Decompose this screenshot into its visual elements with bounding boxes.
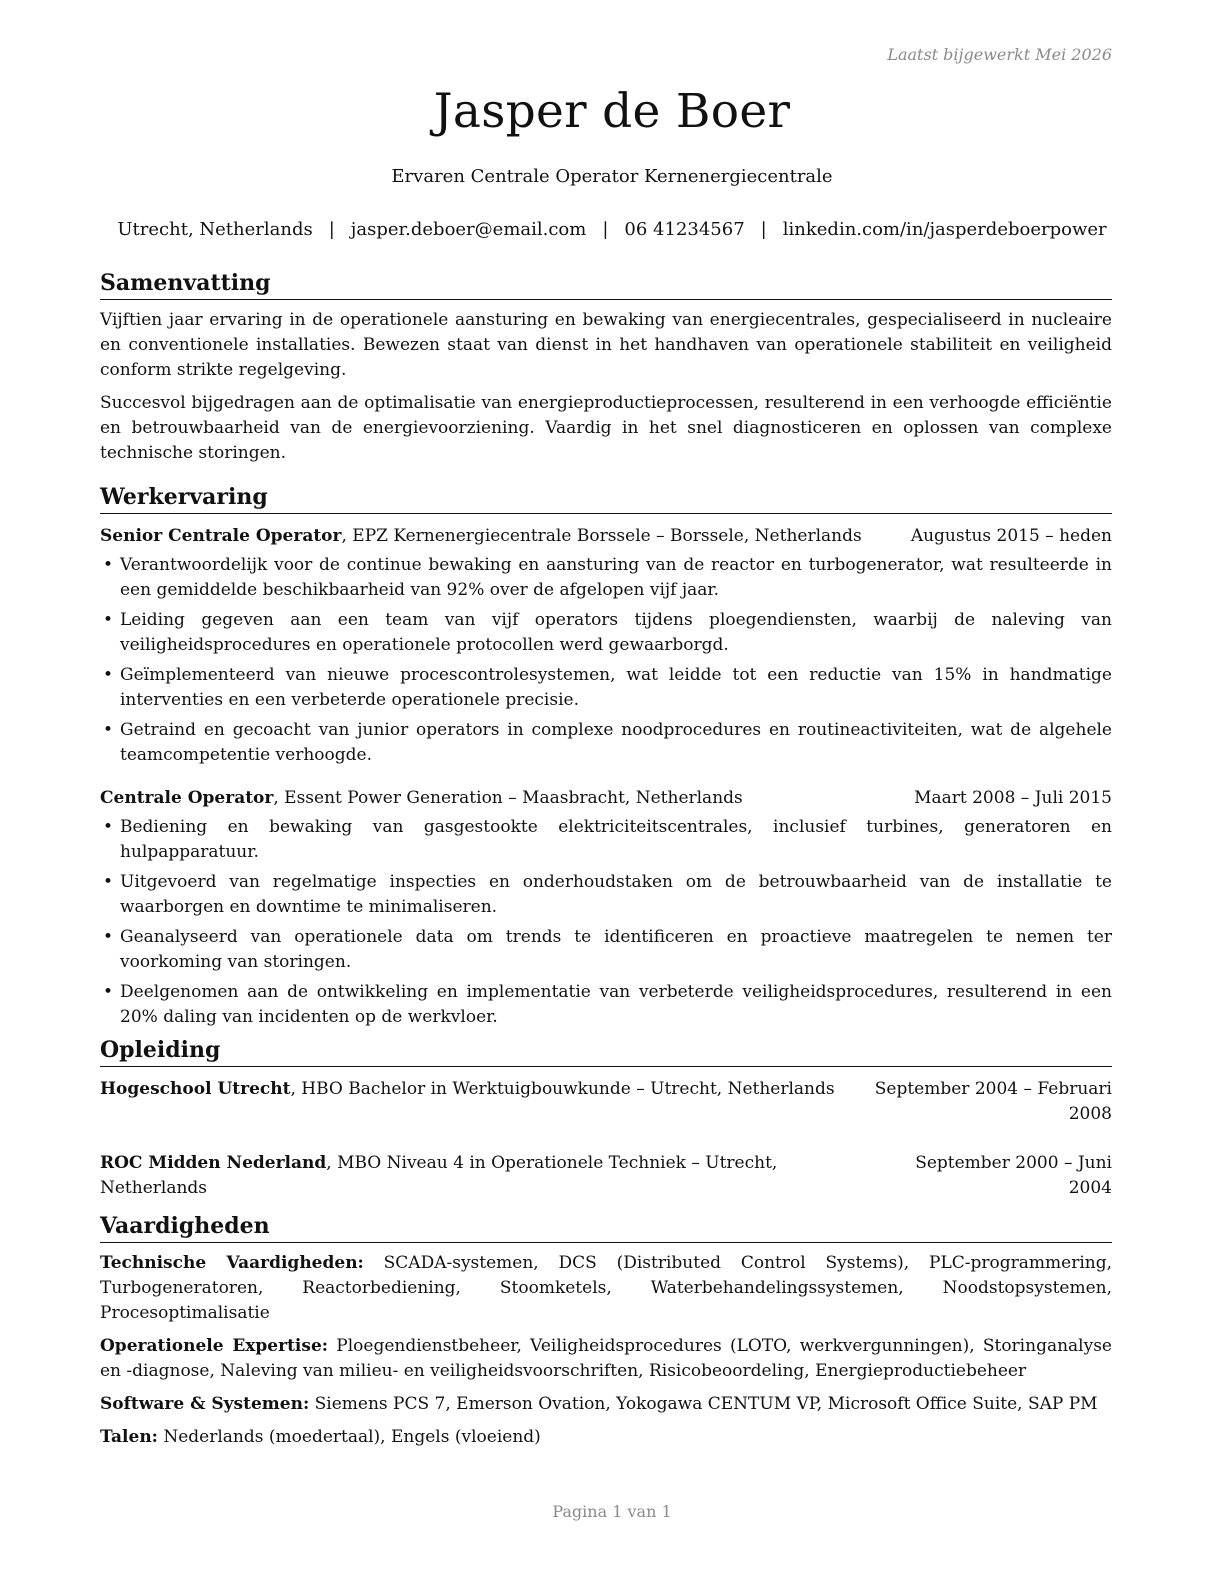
experience-section (100, 482, 1112, 1030)
section-title-skills: Vaardigheden (100, 1211, 1112, 1243)
candidate-subtitle: Ervaren Centrale Operator Kernenergiecentrale (391, 166, 833, 187)
education-school: ROC Midden Nederland (100, 1153, 327, 1173)
skill-text: Siemens PCS 7, Emerson Ovation, Yokogawa CENTUM VP, Microsoft Office Suite, SAP PM (314, 1394, 1098, 1414)
education-detail: , MBO Niveau 4 in Operationele Techniek – Utrecht, Netherlands (100, 1153, 778, 1198)
skill-text: Nederlands (moedertaal), Engels (vloeiend) (163, 1427, 541, 1447)
summary-paragraph: Vijftien jaar ervaring in de operationele aansturing en bewaking van energiecentrales, gespecialiseerd in nucleaire en conventionele installaties. Bewezen staat van dienst in het handhaven van operationele stabiliteit en veiligheid conform strikte regelgeving. (100, 310, 1112, 380)
section-title-experience: Werkervaring (100, 482, 1112, 514)
job-bullet: • Geïmplementeerd van nieuwe procescontrolesystemen, wat leidde tot een reductie van 15% in handmatige interventies en een verbeterde operationele precisie. (100, 663, 1112, 713)
job-title-line (100, 524, 862, 549)
job-title-line (100, 786, 743, 811)
last-updated: Laatst bijgewerkt Mei 2026 (887, 45, 1112, 64)
contact-email[interactable]: jasper.deboer@email.com (350, 219, 587, 240)
education-period: September 2000 – Juni 2004 (915, 1153, 1112, 1198)
skill-label: Talen: (100, 1427, 158, 1447)
job-bullets (100, 553, 1112, 768)
job-bullet: • Uitgevoerd van regelmatige inspecties en onderhoudstaken om de betrouwbaarheid van de installatie te waarborgen en downtime te minimaliseren. (100, 870, 1112, 920)
skill-row (100, 1425, 1112, 1450)
contact-phone: 06 41234567 (624, 219, 745, 240)
contact-separator: | (760, 219, 767, 240)
job-role: Senior Centrale Operator (100, 526, 342, 546)
job-bullet: • Deelgenomen aan de ontwikkeling en implementatie van verbeterde veiligheidsprocedures, resulterend in een 20% daling van incidenten op de werkvloer. (100, 980, 1112, 1030)
job-period: Maart 2008 – Juli 2015 (914, 788, 1112, 808)
job-entry (100, 524, 1112, 768)
job-bullet: • Geanalyseerd van operationele data om trends te identificeren en proactieve maatregelen te nemen ter voorkoming van storingen. (100, 925, 1112, 975)
education-section (100, 1035, 1112, 1201)
skill-text: SCADA-systemen, DCS (Distributed Control Systems), PLC-programmering, Turbogeneratoren, Reactorbediening, Stoomketels, Waterbehandelingssystemen, Noodstopsystemen, Procesoptimalisatie (100, 1253, 1112, 1323)
education-school: Hogeschool Utrecht (100, 1079, 291, 1099)
job-bullet: • Getraind en gecoacht van junior operators in complexe noodprocedures en routineactiviteiten, wat de algehele teamcompetentie verhoogde. (100, 718, 1112, 768)
education-title-line (100, 1077, 872, 1127)
job-employer: , Essent Power Generation – Maasbracht, Netherlands (273, 788, 743, 808)
job-employer: , EPZ Kernenergiecentrale Borssele – Borssele, Netherlands (341, 526, 862, 546)
contact-separator: | (328, 219, 335, 240)
job-header (100, 786, 1112, 811)
education-entry (100, 1151, 1112, 1201)
skill-label: Software & Systemen: (100, 1394, 310, 1414)
section-title-education: Opleiding (100, 1035, 1112, 1067)
job-period: Augustus 2015 – heden (910, 526, 1112, 546)
education-period: September 2004 – Februari 2008 (874, 1079, 1112, 1124)
contact-location: Utrecht, Netherlands (117, 219, 313, 240)
job-bullets (100, 815, 1112, 1030)
education-detail: , HBO Bachelor in Werktuigbouwkunde – Utrecht, Netherlands (290, 1079, 835, 1099)
resume-content (100, 268, 1112, 1450)
job-bullet: • Leiding gegeven aan een team van vijf operators tijdens ploegendiensten, waarbij de naleving van veiligheidsprocedures en operationele protocollen werd gewaarborgd. (100, 608, 1112, 658)
job-entry (100, 786, 1112, 1030)
section-title-summary: Samenvatting (100, 268, 1112, 300)
skill-row (100, 1251, 1112, 1326)
skill-label: Technische Vaardigheden: (100, 1253, 364, 1273)
skill-text: Ploegendienstbeheer, Veiligheidsprocedures (LOTO, werkvergunningen), Storinganalyse en -diagnose, Naleving van milieu- en veiligheidsvoorschriften, Risicobeoordeling, Energieproductiebeheer (100, 1336, 1112, 1381)
skills-section (100, 1211, 1112, 1450)
job-bullet: • Verantwoordelijk voor de continue bewaking en aansturing van de reactor en turbogenerator, wat resulteerde in een gemiddelde beschikbaarheid van 92% over de afgelopen vijf jaar. (100, 553, 1112, 603)
contact-linkedin[interactable]: linkedin.com/in/jasperdeboerpower (782, 219, 1107, 240)
job-header (100, 524, 1112, 549)
contact-separator: | (602, 219, 609, 240)
page-footer: Pagina 1 van 1 (552, 1502, 672, 1521)
contact-line (0, 219, 1224, 240)
skill-label: Operationele Expertise: (100, 1336, 329, 1356)
job-role: Centrale Operator (100, 788, 274, 808)
job-bullet: • Bediening en bewaking van gasgestookte elektriciteitscentrales, inclusief turbines, generatoren en hulpapparatuur. (100, 815, 1112, 865)
candidate-name: Jasper de Boer (433, 84, 791, 139)
summary-paragraph: Succesvol bijgedragen aan de optimalisatie van energieproductieprocessen, resulterend in een verhoogde efficiëntie en betrouwbaarheid van de energievoorziening. Vaardig in het snel diagnosticeren en oplossen van complexe technische storingen. (100, 393, 1112, 463)
skill-row (100, 1392, 1112, 1417)
summary-section (100, 268, 1112, 466)
education-title-line (100, 1151, 872, 1201)
skill-row (100, 1334, 1112, 1384)
education-entry (100, 1077, 1112, 1127)
